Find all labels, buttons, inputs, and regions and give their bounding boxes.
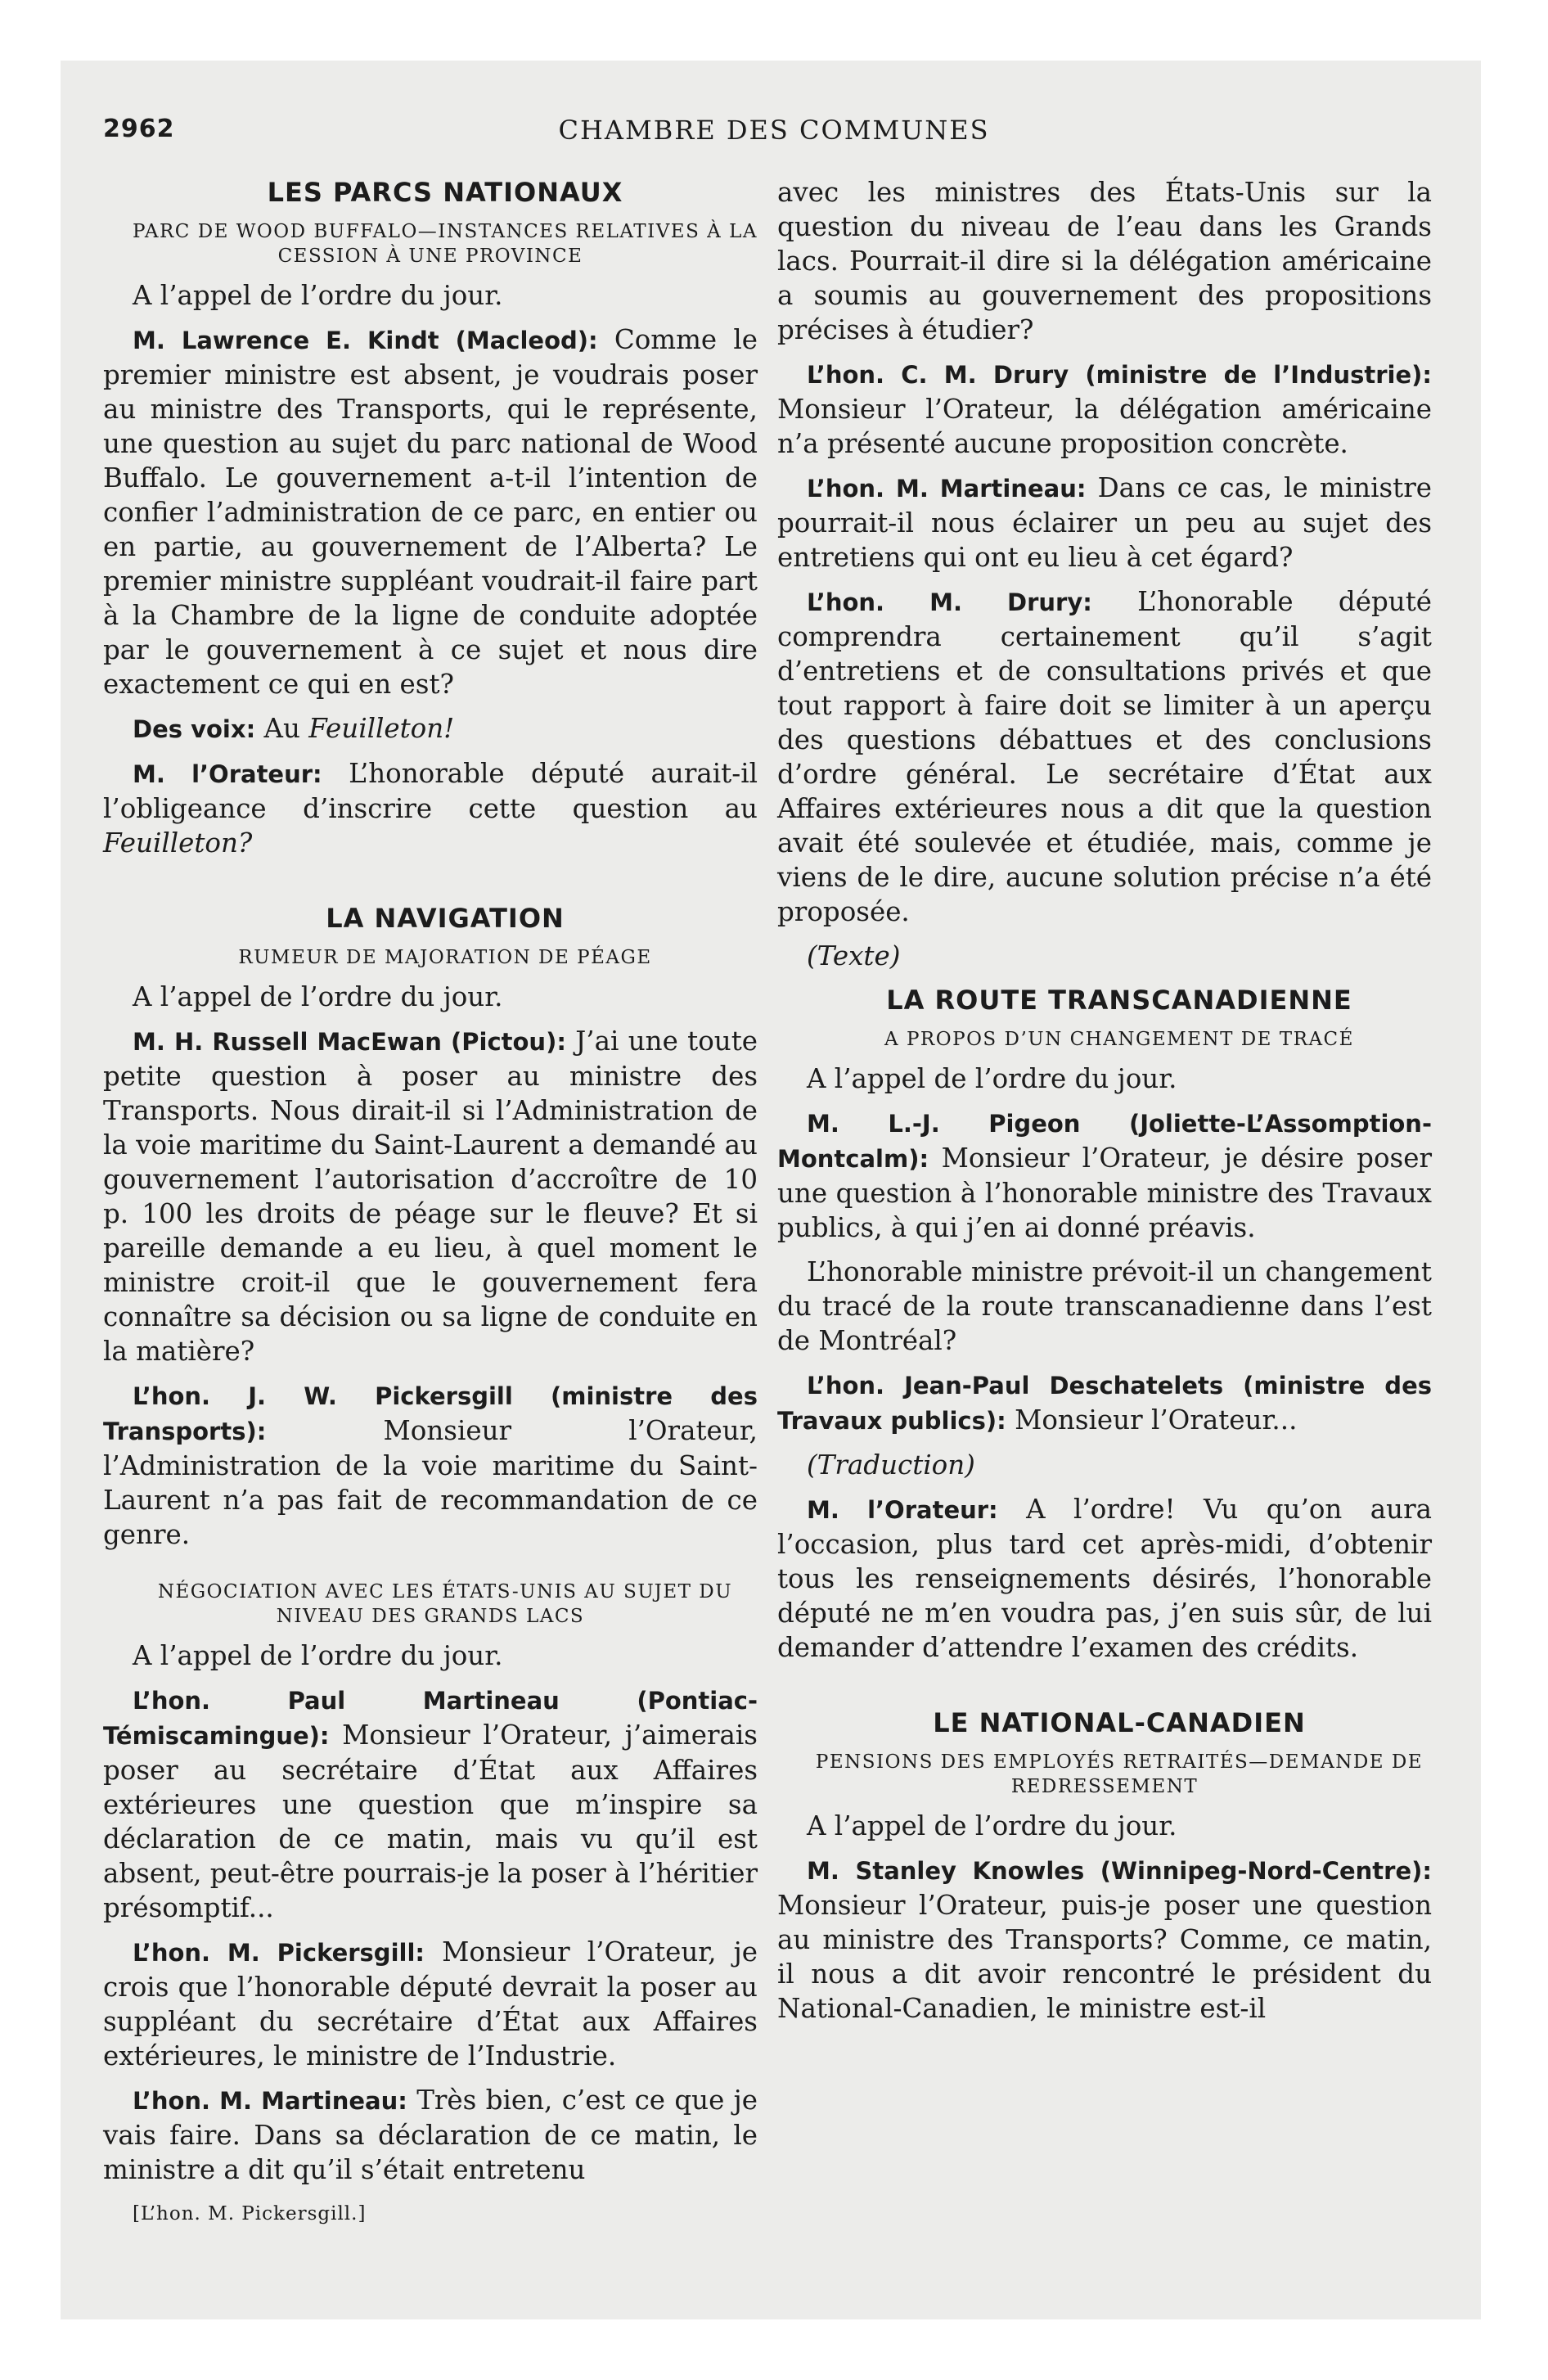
speech-text: Très bien, c’est ce que je vais faire. Dans sa déclaration de ce matin, le ministre a dit qu’il s’était entretenu: [103, 2085, 758, 2185]
continued-paragraph: avec les ministres des États-Unis sur la question du niveau de l’eau dans les Grands lacs. Pourrait-il dire si la délégation américaine a soumis au gouvernement des propositions précises à étudier?: [777, 177, 1432, 345]
speaker-name: M. l’Orateur:: [133, 760, 322, 788]
speech-text: L’honorable député aurait-il l’obligeance d’inscrire cette question au: [103, 758, 758, 824]
page-number: 2962: [103, 115, 175, 143]
speech-italic: Feuilleton?: [103, 827, 253, 859]
speech-paragraph: [777, 471, 1432, 575]
language-note: (Traduction): [807, 1449, 975, 1481]
speaker-name: L’hon. M. Pickersgill:: [133, 1939, 425, 1967]
running-head: CHAMBRE DES COMMUNES: [558, 115, 990, 146]
speaker-name: M. l’Orateur:: [807, 1496, 998, 1524]
speech-text: Au: [263, 713, 309, 744]
order-of-day-line: A l’appel de l’ordre du jour.: [133, 280, 503, 311]
speech-text: Monsieur l’Orateur, puis-je poser une question au ministre des Transports? Comme, ce matin, il nous a dit avoir rencontré le président du National-Canadien, le ministre est-il: [777, 1890, 1432, 2024]
speech-paragraph: [777, 1492, 1432, 1665]
speaker-name: L’hon. M. Martineau:: [807, 475, 1087, 503]
section-subheading: A PROPOS D’UN CHANGEMENT DE TRACÉ: [884, 1029, 1354, 1050]
speaker-name: M. Stanley Knowles (Winnipeg-Nord-Centre):: [807, 1857, 1432, 1885]
speaker-name: L’hon. Paul Martineau (Pontiac-Témiscamingue):: [103, 1687, 758, 1750]
speech-text: Monsieur l’Orateur, je désire poser une question à l’honorable ministre des Travaux publics, à qui j’en ai donné préavis.: [777, 1143, 1432, 1243]
speech-text: Monsieur l’Orateur, je crois que l’honorable député devrait la poser au suppléant du secrétaire d’État aux Affaires extérieures, le ministre de l’Industrie.: [103, 1936, 758, 2071]
right-column: [777, 175, 1432, 2035]
section-heading: LE NATIONAL-CANADIEN: [933, 1707, 1306, 1738]
section-subheading: PARC DE WOOD BUFFALO—INSTANCES RELATIVES À LA CESSION À UNE PROVINCE: [133, 221, 758, 267]
speaker-name: M. Lawrence E. Kindt (Macleod):: [133, 327, 598, 354]
order-of-day-line: A l’appel de l’ordre du jour.: [807, 1063, 1177, 1094]
section-subheading: PENSIONS DES EMPLOYÉS RETRAITÉS—DEMANDE DE REDRESSEMENT: [815, 1751, 1424, 1797]
speech-text: Monsieur l’Orateur, l’Administration de la voie maritime du Saint-Laurent n’a pas fait de recommandation de ce genre.: [103, 1415, 758, 1550]
speaker-name: L’hon. C. M. Drury (ministre de l’Industrie):: [807, 361, 1432, 389]
speech-paragraph: [103, 1378, 758, 1552]
speech-paragraph: [103, 322, 758, 701]
speech-text: Monsieur l’Orateur, la délégation américaine n’a présenté aucune proposition concrète.: [777, 394, 1432, 459]
speech-paragraph: [777, 1853, 1432, 2026]
speech-paragraph: [777, 1106, 1432, 1245]
speech-paragraph: [777, 357, 1432, 461]
speech-text: Monsieur l’Orateur...: [1015, 1404, 1298, 1436]
speech-text: Comme le premier ministre est absent, je voudrais poser au ministre des Transports, qui le représente, une question au sujet du parc national de Wood Buffalo. Le gouvernement a-t-il l’intention de confier l’administration de ce parc, en entier ou en partie, au gouvernement de l’Alberta? Le premier ministre suppléant voudrait-il faire part à la Chambre de la ligne de conduite adoptée par le gouvernement à ce sujet et nous dire exactement ce qui en est?: [103, 324, 758, 700]
speech-italic: Feuilleton!: [308, 713, 455, 744]
speech-paragraph: [103, 1935, 758, 2073]
section-subheading: NÉGOCIATION AVEC LES ÉTATS-UNIS AU SUJET DU NIVEAU DES GRANDS LACS: [157, 1581, 733, 1627]
order-of-day-line: A l’appel de l’ordre du jour.: [133, 1640, 503, 1671]
speech-text: Monsieur l’Orateur, j’aimerais poser au secrétaire d’État aux Affaires extérieures une question que m’inspire sa déclaration de ce matin, mais vu qu’il est absent, peut-être pourrais-je la poser à l’héritier présomptif...: [103, 1720, 758, 1923]
speaker-name: L’hon. Jean-Paul Deschatelets (ministre des Travaux publics):: [777, 1372, 1432, 1435]
speaker-name: Des voix:: [133, 715, 256, 743]
speech-text: A l’ordre! Vu qu’on aura l’occasion, plus tard cet après-midi, d’obtenir tous les renseignements désirés, l’honorable député ne m’en voudra pas, j’en suis sûr, de lui demander d’attendre l’examen des crédits.: [777, 1494, 1432, 1663]
speech-text: Dans ce cas, le ministre pourrait-il nous éclairer un peu au sujet des entretiens qui ont eu lieu à cet égard?: [777, 472, 1432, 573]
speaker-name: L’hon. M. Martineau:: [133, 2087, 407, 2115]
speech-text: L’honorable député comprendra certainement qu’il s’agit d’entretiens et de consultations privés et que tout rapport à faire doit se limiter à un aperçu des questions débattues et des conclusions d’ordre général. Le secrétaire d’État aux Affaires extérieures nous a dit que la question avait été soulevée et étudiée, mais, comme je viens de le dire, aucune solution précise n’a été proposée.: [777, 586, 1432, 927]
speech-paragraph: L’honorable ministre prévoit-il un changement du tracé de la route transcanadienne dans l’est de Montréal?: [777, 1256, 1432, 1356]
speech-paragraph: [103, 711, 758, 746]
speech-paragraph: [103, 1683, 758, 1925]
speech-paragraph: [103, 2083, 758, 2187]
speaker-name: M. L.-J. Pigeon (Joliette-L’Assomption-Montcalm):: [777, 1110, 1432, 1173]
language-note: (Texte): [807, 940, 901, 971]
section-heading: LES PARCS NATIONAUX: [267, 177, 623, 208]
order-of-day-line: A l’appel de l’ordre du jour.: [807, 1810, 1177, 1841]
speaker-name: M. H. Russell MacEwan (Pictou):: [133, 1028, 566, 1056]
speech-paragraph: [777, 584, 1432, 929]
left-column: [103, 175, 758, 2241]
speech-paragraph: [777, 1368, 1432, 1438]
section-subheading: RUMEUR DE MAJORATION DE PÉAGE: [238, 947, 652, 968]
speaker-name: L’hon. M. Drury:: [807, 588, 1092, 616]
speaker-name: L’hon. J. W. Pickersgill (ministre des Transports):: [103, 1382, 758, 1445]
section-heading: LA ROUTE TRANSCANADIENNE: [886, 985, 1352, 1016]
speech-text: J’ai une toute petite question à poser au ministre des Transports. Nous dirait-il si l’Administration de la voie maritime du Saint-Laurent a demandé au gouvernement l’autorisation d’accroître de 10 p. 100 les droits de péage sur le fleuve? Et si pareille demande a eu lieu, à quel moment le ministre croit-il que le gouvernement fera connaître sa décision ou sa ligne de conduite en la matière?: [103, 1025, 758, 1367]
speaker-footer-reference: [L’hon. M. Pickersgill.]: [133, 2203, 367, 2224]
speech-paragraph: [103, 756, 758, 860]
section-heading: LA NAVIGATION: [326, 903, 565, 934]
speech-paragraph: [103, 1024, 758, 1368]
order-of-day-line: A l’appel de l’ordre du jour.: [133, 981, 503, 1012]
